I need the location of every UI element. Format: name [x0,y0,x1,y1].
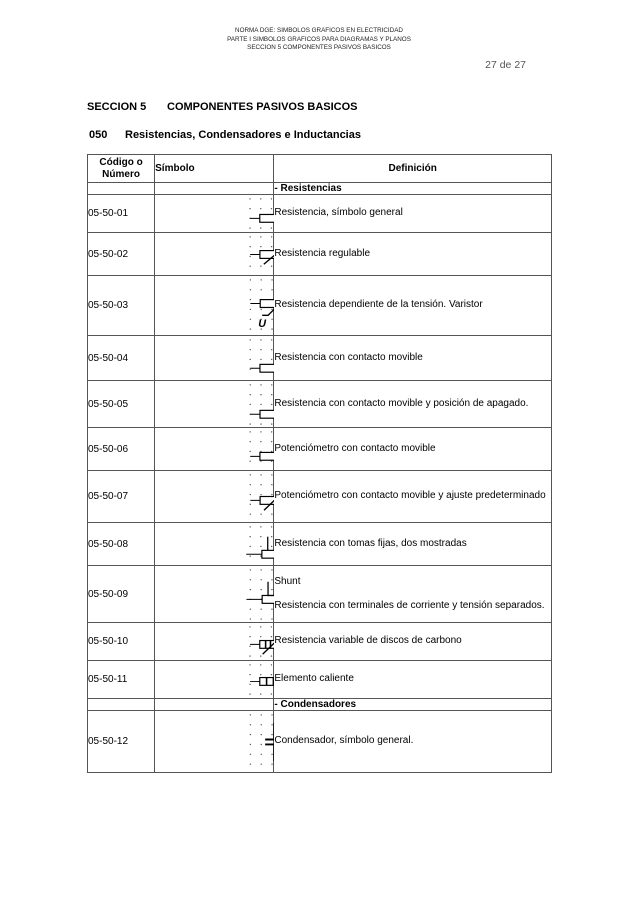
row-definition: Resistencia con tomas fijas, dos mostradas [274,523,552,566]
category-resistencias: - Resistencias [274,183,552,195]
table-row [88,428,552,471]
row-definition: Potenciómetro con contacto movible y ajuste predeterminado [274,471,552,523]
table-row [88,623,552,661]
row-definition: Resistencia dependiente de la tensión. Varistor [274,276,552,336]
symbol-cell [155,381,274,428]
row-definition: Resistencia regulable [274,233,552,276]
grid-dots [250,474,274,515]
row-definition: Resistencia variable de discos de carbono [274,623,552,661]
row-code: 05-50-11 [88,661,155,699]
row-code: 05-50-08 [88,523,155,566]
subsection-number: 050 [89,129,108,141]
table-row [88,276,552,336]
grid-dots [249,198,274,229]
header-definition: Definición [274,155,552,183]
row-code: 05-50-06 [88,428,155,471]
symbol-cell [155,276,274,336]
symbols-table [87,154,552,773]
doc-header-title: NORMA DGE: SIMBOLOS GRAFICOS EN ELECTRICIDAD [235,27,403,34]
symbol-cell [155,233,274,276]
table-row [88,566,552,623]
section-title: COMPONENTES PASIVOS BASICOS [167,101,358,113]
definition-title: Shunt [274,576,301,587]
row-definition: Resistencia, símbolo general [274,195,552,233]
symbol-cell [155,428,274,471]
symbol-cell [155,566,274,623]
category-row [88,699,552,711]
row-code: 05-50-12 [88,711,155,773]
row-definition-cell [274,566,552,623]
row-definition: Resistencia con terminales de corriente y tensión separados. [274,599,545,611]
capacitor-icon [155,711,274,772]
table-row [88,233,552,276]
heating-element-icon [155,661,274,698]
preset-potentiometer-icon [155,471,274,522]
category-condensadores: - Condensadores [274,699,552,711]
header-symbol: Símbolo [155,155,274,183]
table-row [88,336,552,381]
symbol-cell [155,336,274,381]
tapped-resistor-icon [155,523,274,565]
adjustable-resistor-icon [155,233,274,275]
row-code: 05-50-04 [88,336,155,381]
table-row [88,711,552,773]
row-code: 05-50-10 [88,623,155,661]
symbol-cell [155,623,274,661]
row-code: 05-50-02 [88,233,155,276]
voltage-label: U [258,318,267,331]
category-row [88,183,552,195]
row-definition: Resistencia con contacto movible y posición de apagado. [274,381,552,428]
row-definition: Condensador, símbolo general. [274,711,552,773]
table-header-row [88,155,552,183]
carbon-pile-resistor-icon [155,623,274,660]
symbol-cell [155,523,274,566]
row-code: 05-50-05 [88,381,155,428]
table-row [88,661,552,699]
symbol-cell [155,471,274,523]
potentiometer-icon [155,428,274,470]
resistor-icon [155,195,274,232]
section-number: SECCION 5 [87,101,147,113]
row-code: 05-50-09 [88,566,155,623]
row-definition: Resistencia con contacto movible [274,336,552,381]
row-definition: Elemento caliente [274,661,552,699]
symbol-cell [155,195,274,233]
table-row [88,381,552,428]
resistor-movable-contact-icon [155,336,274,380]
table-row [88,523,552,566]
subsection-title: Resistencias, Condensadores e Inductancias [125,129,361,141]
doc-header-section: SECCION 5 COMPONENTES PASIVOS BASICOS [247,44,391,51]
grid-dots [250,569,274,619]
doc-header-part: PARTE I SIMBOLOS GRAFICOS PARA DIAGRAMAS Y PLANOS [227,35,411,43]
page-number: 27 de 27 [485,59,526,71]
row-code: 05-50-03 [88,276,155,336]
row-code: 05-50-01 [88,195,155,233]
resistor-movable-contact-off-icon [155,381,274,427]
varistor-icon [155,276,274,335]
symbol-cell [155,711,274,773]
row-code: 05-50-07 [88,471,155,523]
shunt-icon [155,566,274,622]
table-row [88,195,552,233]
row-definition: Potenciómetro con contacto movible [274,428,552,471]
table-row [88,471,552,523]
symbol-cell [155,661,274,699]
header-code: Código o Número [88,155,155,183]
